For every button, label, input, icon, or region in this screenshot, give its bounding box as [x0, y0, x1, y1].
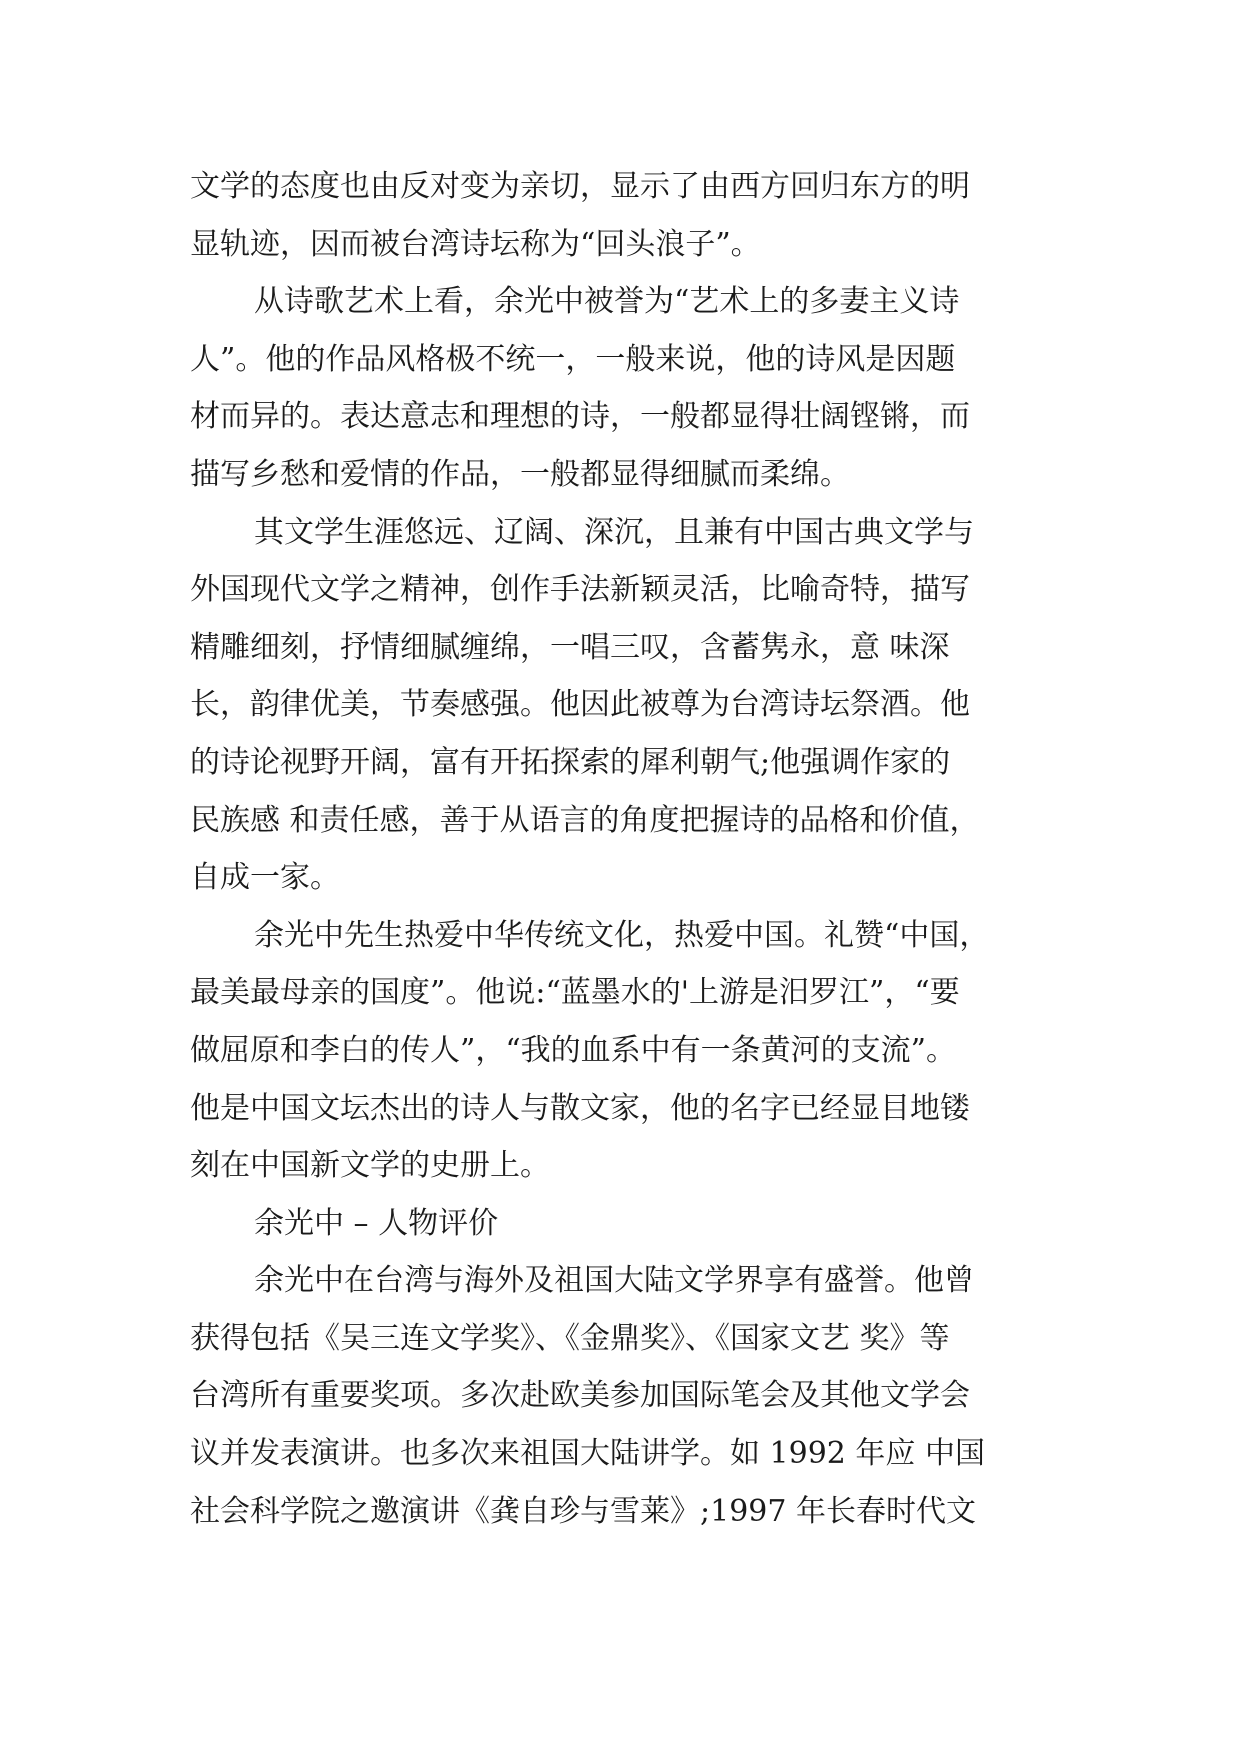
- text-line: 最美最母亲的国度”。他说:“蓝墨水的'上游是汨罗江”，“要: [190, 975, 960, 1011]
- text-line: 的诗论视野开阔，富有开拓探索的犀利朝气;他强调作家的: [190, 744, 951, 780]
- text-line: 精雕细刻，抒情细腻缠绵，一唱三叹，含蓄隽永，意 味深: [190, 629, 950, 665]
- text-line: 获得包括《吴三连文学奖》、《金鼎奖》、《国家文艺 奖》等: [190, 1320, 950, 1356]
- text-line: 材而异的。表达意志和理想的诗，一般都显得壮阔铿锵，而: [190, 399, 970, 435]
- text-line: 他是中国文坛杰出的诗人与散文家，他的名字已经显目地镂: [190, 1090, 970, 1126]
- body-text: [190, 158, 1060, 1540]
- text-line: 人”。他的作品风格极不统一，一般来说，他的诗风是因题: [190, 341, 956, 377]
- text-line: 其文学生涯悠远、辽阔、深沉，且兼有中国古典文学与: [254, 514, 974, 550]
- text-line: 外国现代文学之精神，创作手法新颖灵活，比喻奇特，描写: [190, 572, 970, 608]
- text-line: 社会科学院之邀演讲《龚自珍与雪莱》;1997 年长春时代文: [190, 1493, 976, 1529]
- text-line: 民族感 和责任感，善于从语言的角度把握诗的品格和价值，: [190, 802, 980, 838]
- text-line: 长，韵律优美，节奏感强。他因此被尊为台湾诗坛祭酒。他: [190, 687, 970, 723]
- text-line: 描写乡愁和爱情的作品，一般都显得细腻而柔绵。: [190, 456, 850, 492]
- text-line: 余光中在台湾与海外及祖国大陆文学界享有盛誉。他曾: [254, 1263, 974, 1299]
- text-line: 自成一家。: [190, 860, 340, 896]
- text-line: 刻在中国新文学的史册上。: [190, 1148, 550, 1184]
- text-line: 台湾所有重要奖项。多次赴欧美参加国际笔会及其他文学会: [190, 1378, 970, 1414]
- text-line: 文学的态度也由反对变为亲切，显示了由西方回归东方的明: [190, 169, 970, 204]
- section-heading: 余光中 – 人物评价: [254, 1205, 499, 1241]
- text-line: 议并发表演讲。也多次来祖国大陆讲学。如 1992 年应 中国: [190, 1436, 985, 1472]
- text-line: 从诗歌艺术上看，余光中被誉为“艺术上的多妻主义诗: [254, 284, 960, 320]
- text-line: 做屈原和李白的传人”，“我的血系中有一条黄河的支流”。: [190, 1032, 957, 1068]
- text-line: 余光中先生热爱中华传统文化，热爱中国。礼赞“中国，: [254, 917, 990, 953]
- text-line: 显轨迹，因而被台湾诗坛称为“回头浪子”。: [190, 226, 761, 262]
